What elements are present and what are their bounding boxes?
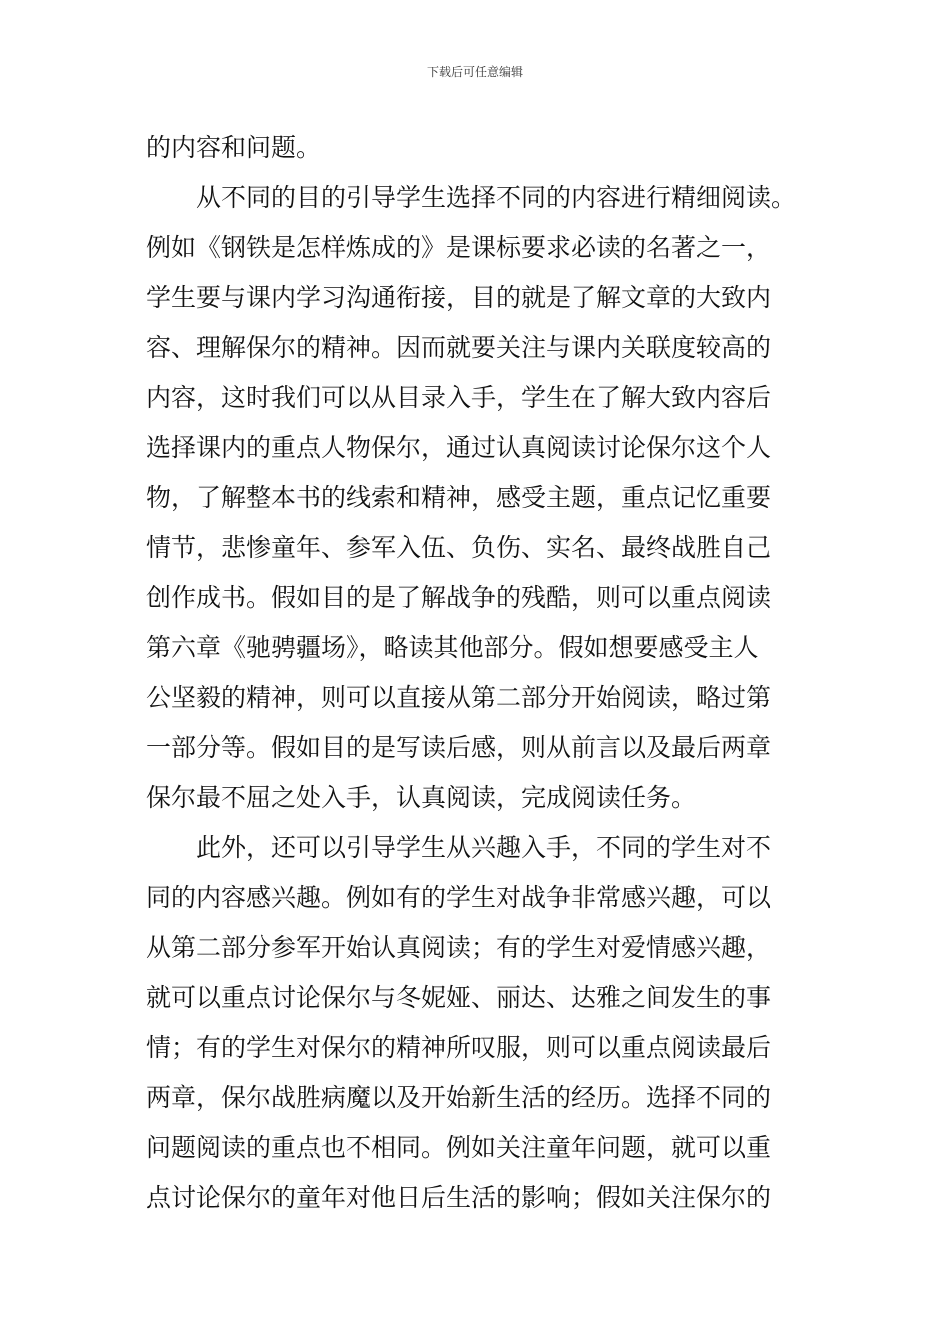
text-line-17: 从第二部分参军开始认真阅读；有的学生对爱情感兴趣， xyxy=(146,933,772,962)
text-line-6: 内容，这时我们可以从目录入手，学生在了解大致内容后 xyxy=(146,383,772,412)
text-line-9: 情节，悲惨童年、参军入伍、负伤、实名、最终战胜自己 xyxy=(146,533,772,562)
text-line-14: 保尔最不屈之处入手，认真阅读，完成阅读任务。 xyxy=(146,783,697,812)
text-line-12: 公坚毅的精神，则可以直接从第二部分开始阅读，略过第 xyxy=(146,683,772,712)
text-line-16: 同的内容感兴趣。例如有的学生对战争非常感兴趣，可以 xyxy=(146,883,772,912)
text-line-22: 点讨论保尔的童年对他日后生活的影响；假如关注保尔的 xyxy=(146,1183,772,1212)
text-line-1: 的内容和问题。 xyxy=(146,133,322,162)
text-line-2: 从不同的目的引导学生选择不同的内容进行精细阅读。 xyxy=(196,183,797,212)
text-line-11: 第六章《驰骋疆场》，略读其他部分。假如想要感受主人 xyxy=(146,633,759,662)
text-line-8: 物，了解整本书的线索和精神，感受主题，重点记忆重要 xyxy=(146,483,772,512)
text-line-21: 问题阅读的重点也不相同。例如关注童年问题，就可以重 xyxy=(146,1133,772,1162)
text-line-3: 例如《钢铁是怎样炼成的》是课标要求必读的名著之一， xyxy=(146,233,772,262)
text-line-10: 创作成书。假如目的是了解战争的残酷，则可以重点阅读 xyxy=(146,583,772,612)
text-line-15: 此外，还可以引导学生从兴趣入手，不同的学生对不 xyxy=(196,833,772,862)
text-line-5: 容、理解保尔的精神。因而就要关注与课内关联度较高的 xyxy=(146,333,772,362)
text-line-4: 学生要与课内学习沟通衔接，目的就是了解文章的大致内 xyxy=(146,283,772,312)
page-header: 下载后可任意编辑 xyxy=(426,65,523,79)
text-line-19: 情；有的学生对保尔的精神所叹服，则可以重点阅读最后 xyxy=(146,1033,772,1062)
text-line-7: 选择课内的重点人物保尔，通过认真阅读讨论保尔这个人 xyxy=(146,433,772,462)
text-line-13: 一部分等。假如目的是写读后感，则从前言以及最后两章 xyxy=(146,733,772,762)
text-line-20: 两章，保尔战胜病魔以及开始新生活的经历。选择不同的 xyxy=(146,1083,772,1112)
text-line-18: 就可以重点讨论保尔与冬妮娅、丽达、达雅之间发生的事 xyxy=(146,983,772,1012)
